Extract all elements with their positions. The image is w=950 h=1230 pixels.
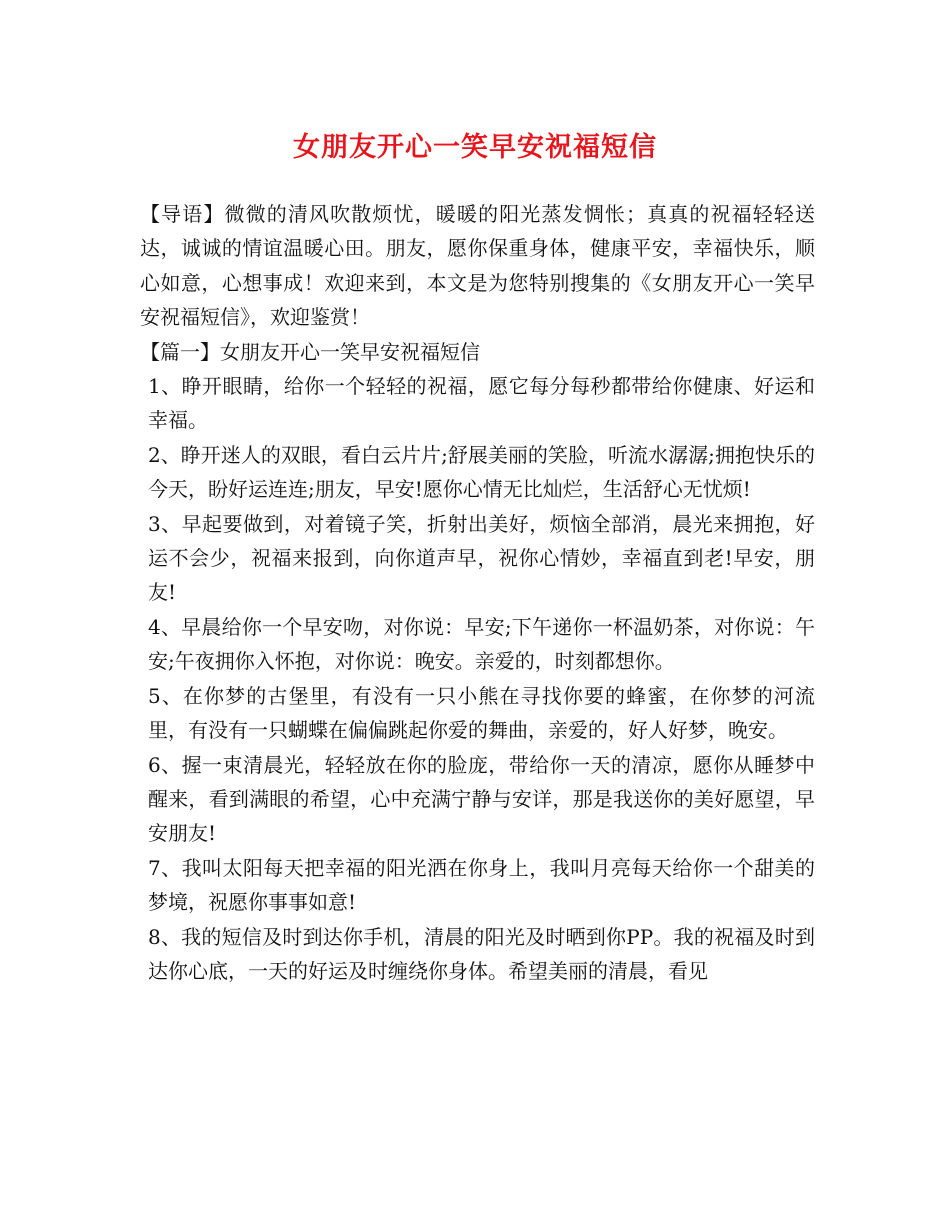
list-item: 7、我叫太阳每天把幸福的阳光洒在你身上，我叫月亮每天给你一个甜美的梦境，祝愿你事事如意! [148,855,815,915]
list-item: 2、睁开迷人的双眼，看白云片片;舒展美丽的笑脸，听流水潺潺;拥抱快乐的今天，盼好运连连;朋友，早安!愿你心情无比灿烂，生活舒心无忧烦! [148,442,815,502]
list-item: 6、握一束清晨光，轻轻放在你的脸庞，带给你一天的清凉，愿你从睡梦中醒来，看到满眼的希望，心中充满宁静与安详，那是我送你的美好愿望，早安朋友! [148,752,815,846]
list-item: 1、睁开眼睛，给你一个轻轻的祝福，愿它每分每秒都带给你健康、好运和幸福。 [148,374,815,433]
intro-paragraph: 【导语】微微的清风吹散烦忧，暖暖的阳光蒸发惆怅；真真的祝福轻轻送达，诚诚的情谊温暖心田。朋友，愿你保重身体，健康平安，幸福快乐，顺心如意，心想事成！欢迎来到，本文是为您特别搜集的《女朋友开心一笑早安祝福短信》，欢迎鉴赏！ [140,202,815,330]
list-item: 4、早晨给你一个早安吻，对你说：早安;下午递你一杯温奶茶，对你说：午安;午夜拥你入怀抱，对你说：晚安。亲爱的，时刻都想你。 [148,614,815,674]
list-item: 3、早起要做到，对着镜子笑，折射出美好，烦恼全部消，晨光来拥抱，好运不会少，祝福来报到，向你道声早，祝你心情妙，幸福直到老!早安，朋友! [148,511,815,605]
section-heading: 【篇一】女朋友开心一笑早安祝福短信 [140,339,480,364]
document-body [140,197,815,988]
list-item: 8、我的短信及时到达你手机，清晨的阳光及时晒到你PP。我的祝福及时到达你心底，一天的好运及时缠绕你身体。希望美丽的清晨，看见 [148,924,815,983]
document-title: 女朋友开心一笑早安祝福短信 [293,132,657,163]
list-item: 5、在你梦的古堡里，有没有一只小熊在寻找你要的蜂蜜，在你梦的河流里，有没有一只蝴蝶在偏偏跳起你爱的舞曲，亲爱的，好人好梦，晚安。 [148,683,815,743]
